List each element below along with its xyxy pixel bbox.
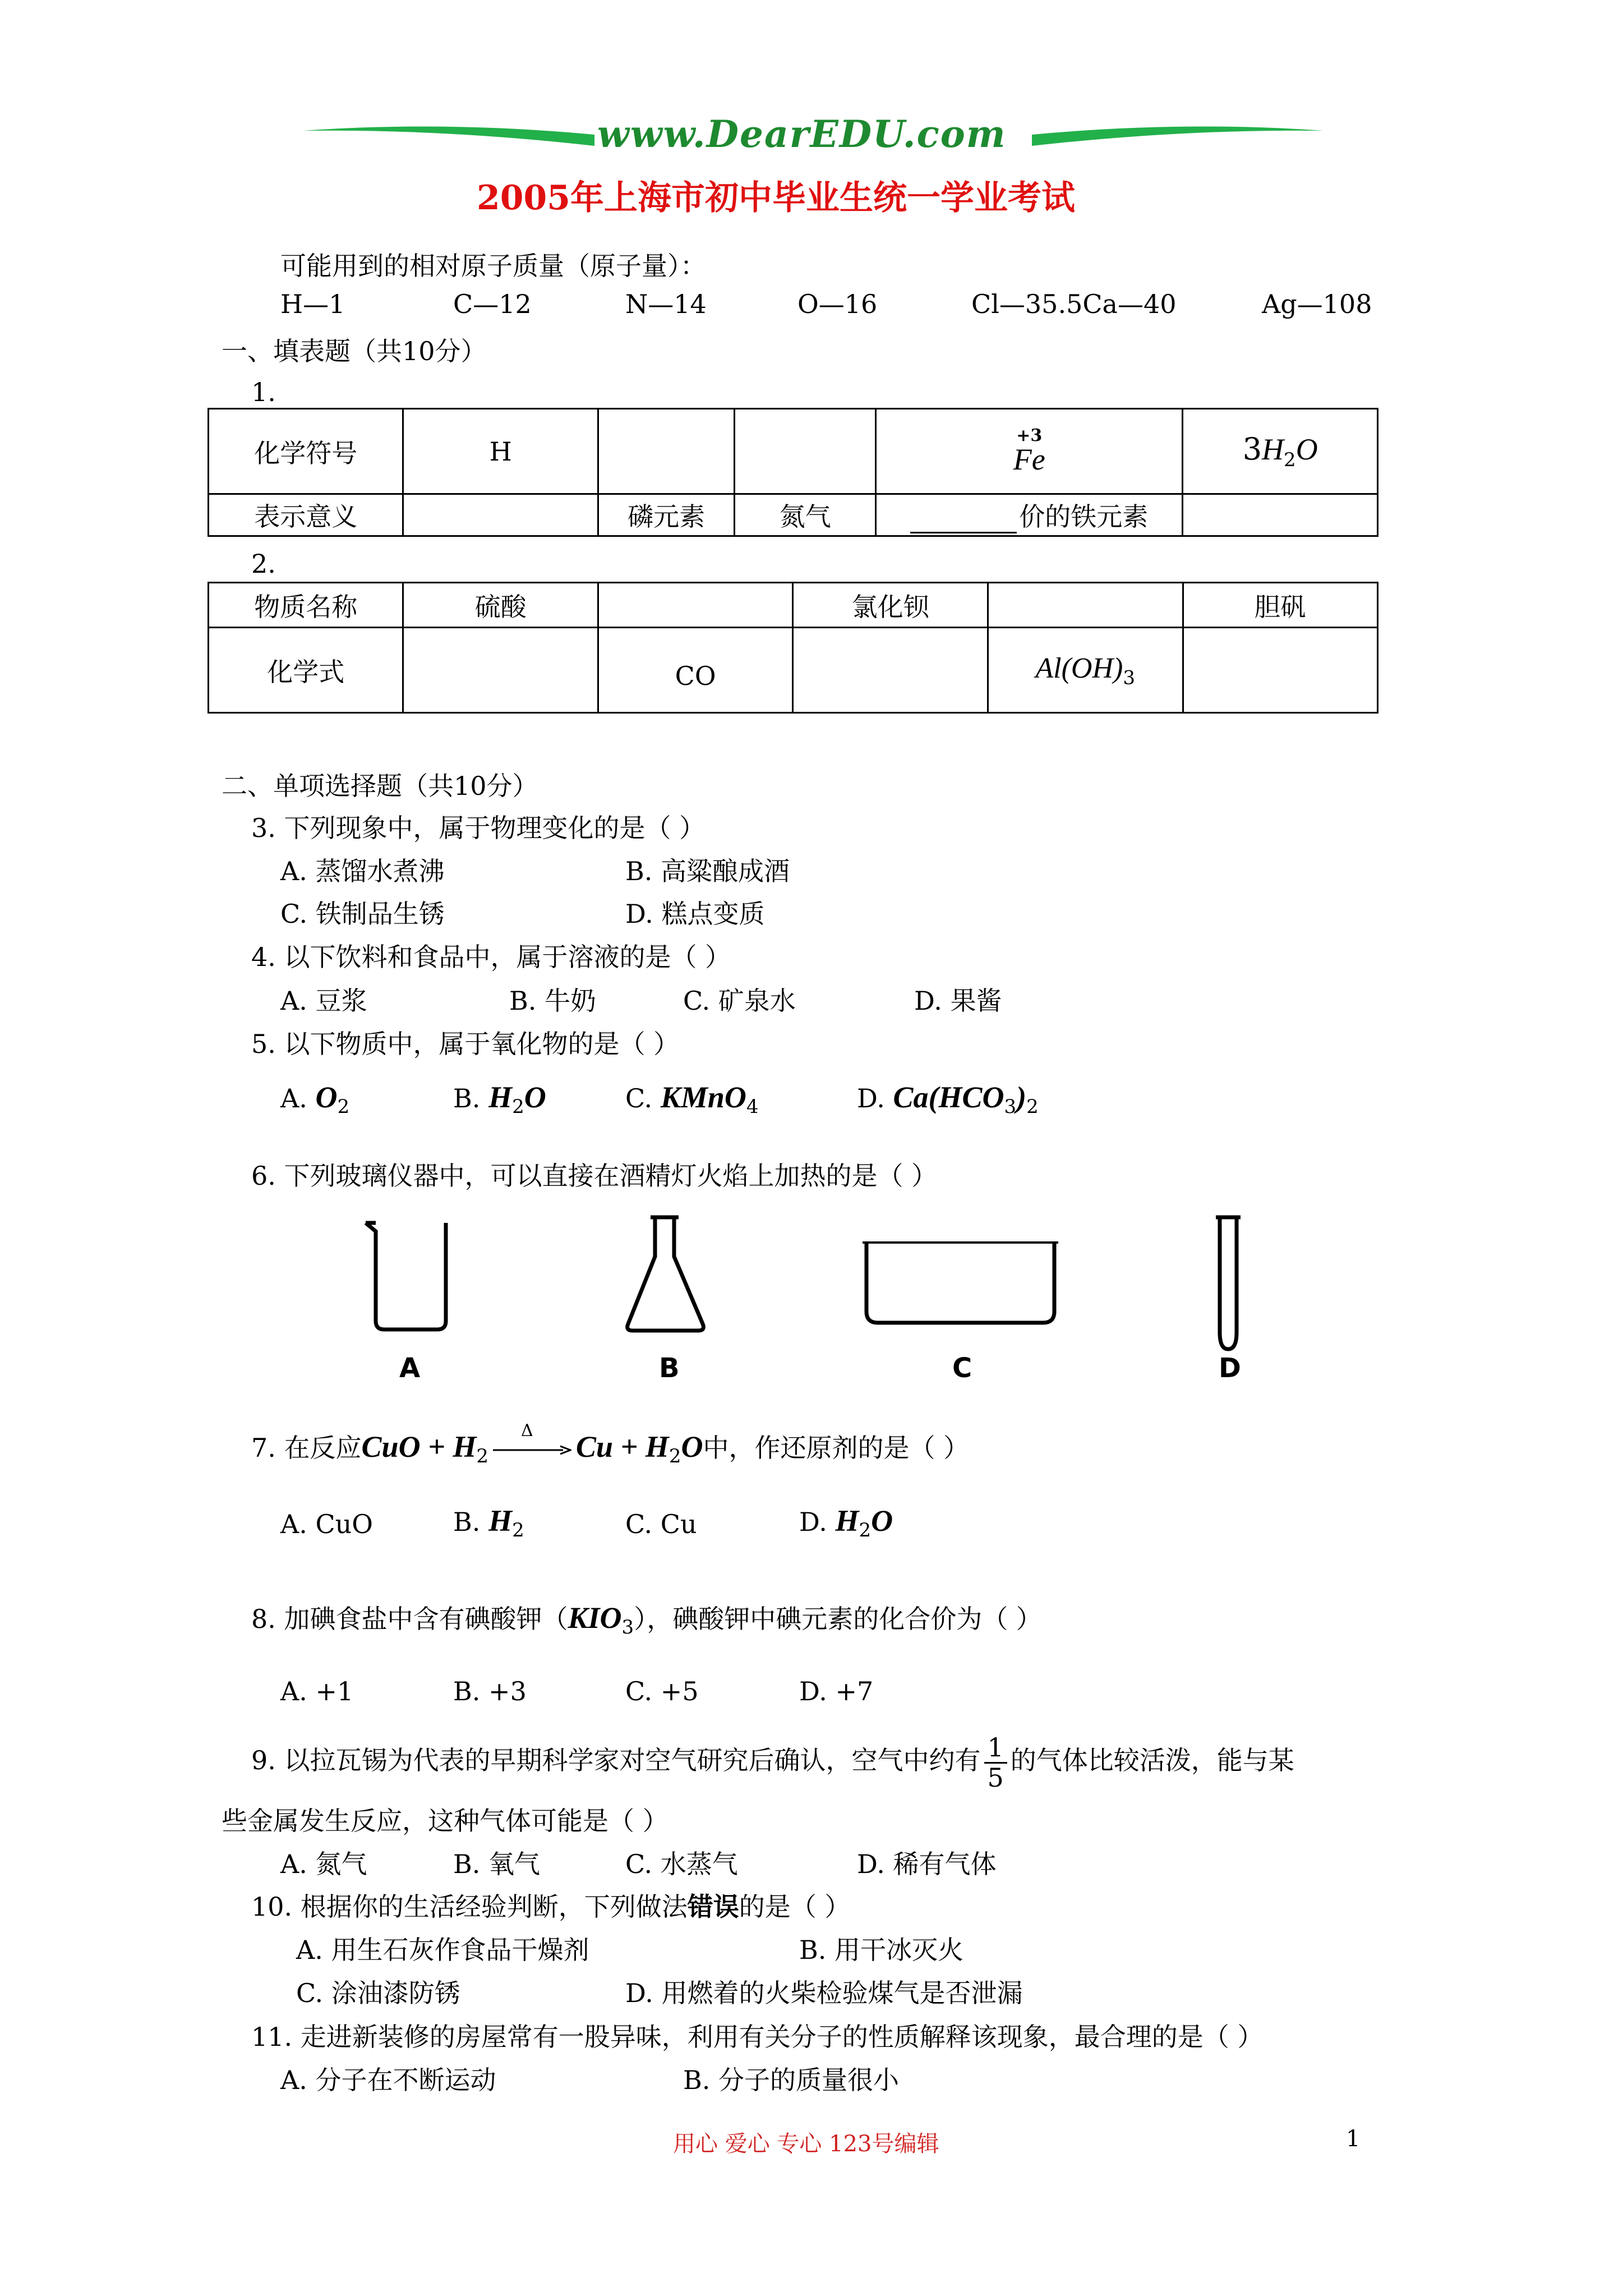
q6-apparatus-figure [348,1206,1273,1391]
atomic-intro: 可能用到的相对原子质量（原子量）： [280,251,706,281]
q5-stem: 5. 以下物质中，属于氧化物的是（ ） [251,1029,680,1059]
q2-table [208,582,1378,714]
q8-option-b[interactable]: B. +3 [453,1676,527,1706]
site-logo: www.DearEDU.com [597,112,1007,156]
q7-b-formula: H [488,1504,513,1538]
q2-row2-label: 化学式 [209,628,403,713]
q7-option-b[interactable] [453,1503,524,1542]
q2-sulfuric: 硫酸 [403,583,598,628]
section1-heading: 一、填表题（共10分） [222,336,487,366]
water-h: H [1262,432,1284,467]
q5-option-b[interactable] [453,1080,546,1118]
q5-d-label: D. [857,1083,885,1114]
q7-d-sub: 2 [859,1519,872,1542]
atomic-n: N—14 [625,289,707,319]
option-label-d: D [1219,1352,1241,1384]
q2-aloh [988,628,1183,713]
q11-option-b[interactable]: B. 分子的质量很小 [683,2065,900,2095]
q10-option-c[interactable]: C. 涂油漆防锈 [296,1978,460,2008]
atomic-o: O—16 [797,289,878,319]
conical-flask-icon[interactable] [628,1217,704,1331]
q1-table [208,408,1378,537]
q8-option-c[interactable]: C. +5 [625,1676,699,1706]
q1-blank-cell[interactable] [403,494,598,536]
q5-option-a[interactable] [280,1080,349,1118]
q7-b-label: B. [453,1507,481,1537]
q5-c-label: C. [625,1083,653,1114]
q7-eq-left: CuO + H [361,1430,477,1464]
q10-option-d[interactable]: D. 用燃着的火柴检验煤气是否泄漏 [625,1978,1023,2008]
q5-b-label: B. [453,1083,481,1114]
q3-stem: 3. 下列现象中，属于物理变化的是（ ） [251,813,706,843]
q7-d-formula-o: O [871,1504,893,1538]
q7-option-a[interactable]: A. CuO [280,1509,373,1539]
fraction-one-fifth [984,1733,1007,1792]
q9-option-c[interactable]: C. 水蒸气 [625,1849,738,1879]
q7-d-formula-h: H [835,1504,859,1538]
q4-option-d[interactable]: D. 果酱 [914,986,1002,1016]
q1-blank-cell[interactable] [1183,494,1378,536]
q7-eq-right: Cu + H [575,1430,669,1464]
q1-row2-label: 表示意义 [209,494,403,536]
q2-bacl: 氯化钡 [793,583,988,628]
water-o: O [1295,432,1318,467]
q2-blank-cell[interactable] [793,628,988,713]
q11-option-a[interactable]: A. 分子在不断运动 [280,2065,496,2095]
fraction-numerator: 1 [984,1733,1007,1764]
option-label-c: C [952,1352,972,1384]
q9-post: 的气体比较活泼，能与某 [1010,1745,1294,1776]
section2-heading: 二、单项选择题（共10分） [222,771,538,801]
q5-a-sub: 2 [337,1096,350,1119]
q2-co: CO [598,628,793,713]
beaker-icon[interactable] [366,1223,446,1329]
q4-option-b[interactable]: B. 牛奶 [509,986,597,1016]
q5-a-formula: O [315,1080,338,1114]
q2-blank-cell[interactable] [598,583,793,628]
q8-formula: KIO [568,1601,622,1635]
q10-post: 的是（ ） [739,1892,851,1922]
q9-stem-line2: 些金属发生反应，这种气体可能是（ ） [222,1806,668,1836]
q8-option-a[interactable]: A. +1 [280,1676,354,1706]
q8-stem [251,1599,1042,1639]
q1-phosphorus: 磷元素 [598,494,735,536]
atomic-ag: Ag—108 [1262,289,1372,319]
q1-iron-meaning [876,494,1183,536]
q1-water-cell [1183,409,1378,494]
q10-option-b[interactable]: B. 用干冰灭火 [799,1935,964,1965]
reaction-arrow-icon [493,1421,571,1456]
q2-number: 2. [251,549,276,579]
q4-option-c[interactable]: C. 矿泉水 [683,986,796,1016]
q8-post: ），碘酸钾中碘元素的化合价为（ ） [634,1604,1042,1634]
fe-symbol: Fe [1013,442,1045,476]
page-number: 1 [1346,2126,1361,2152]
q10-pre: 10. 根据你的生活经验判断，下列做法 [251,1892,688,1922]
q7-post: 中，作还原剂的是（ ） [703,1433,970,1463]
atomic-cl-ca: Cl—35.5Ca—40 [971,289,1177,319]
q1-blank-cell[interactable] [598,409,735,494]
q10-stem [251,1887,850,1924]
evaporating-dish-icon[interactable] [863,1243,1058,1323]
q1-row1-label: 化学符号 [209,409,403,494]
q5-c-formula: KMnO [660,1080,746,1114]
atomic-c: C—12 [453,289,532,319]
q5-d-sub1: 3 [1004,1096,1017,1119]
q2-blank-cell[interactable] [988,583,1183,628]
iron-suffix: 价的铁元素 [1019,501,1149,532]
q5-option-c[interactable] [625,1080,759,1118]
fraction-denominator: 5 [987,1762,1004,1793]
q9-option-b[interactable]: B. 氧气 [453,1849,541,1879]
option-label-a: A [399,1352,421,1384]
q3-option-b[interactable]: B. 高粱酿成酒 [625,856,790,886]
q2-vitriol: 胆矾 [1183,583,1378,628]
q5-c-sub: 4 [746,1096,759,1119]
q9-stem-line1 [251,1733,1294,1792]
q1-blank-cell[interactable] [735,409,876,494]
heat-symbol: Δ [520,1421,533,1441]
fe-charge: +3 [1016,425,1043,445]
q1-nitrogen: 氮气 [735,494,876,536]
q7-pre: 7. 在反应 [251,1433,362,1463]
q7-option-d[interactable] [799,1503,893,1542]
q7-stem [251,1421,970,1468]
q9-option-a[interactable]: A. 氮气 [280,1849,367,1879]
q7-eq-o: O [681,1430,703,1464]
option-label-b: B [659,1352,680,1384]
q2-row1-label: 物质名称 [209,583,403,628]
q1-fe-cell [876,409,1183,494]
aloh-formula: Al(OH) [1035,652,1123,684]
water-coefficient: 3 [1242,431,1262,467]
q3-option-c[interactable]: C. 铁制品生锈 [280,899,445,929]
atomic-h: H—1 [280,289,345,319]
q3-option-a[interactable]: A. 蒸馏水煮沸 [280,856,445,886]
q5-a-label: A. [280,1083,307,1114]
page-title: 2005年上海市初中毕业生统一学业考试 [477,178,1075,218]
q9-option-d[interactable]: D. 稀有气体 [857,1849,997,1879]
q7-d-label: D. [799,1507,827,1537]
aloh-sub: 3 [1123,666,1135,689]
q11-stem: 11. 走进新装修的房屋常有一股异味，利用有关分子的性质解释该现象，最合理的是（ ） [251,2022,1264,2052]
test-tube-icon[interactable] [1216,1217,1241,1349]
q5-b-sub: 2 [512,1096,524,1119]
q1-number: 1. [251,377,276,407]
q8-option-d[interactable]: D. +7 [799,1676,874,1706]
footer-credit: 用心 爱心 专心 123号编辑 [673,2131,939,2157]
q8-sub: 3 [621,1616,634,1639]
q7-eq-sub1: 2 [476,1445,488,1468]
q5-option-d[interactable] [857,1080,1039,1118]
q9-pre: 9. 以拉瓦锡为代表的早期科学家对空气研究后确认，空气中约有 [251,1745,981,1776]
q8-pre: 8. 加碘食盐中含有碘酸钾（ [251,1604,568,1634]
water-sub: 2 [1284,448,1296,471]
q1-symbol-h: H [403,409,598,494]
q10-option-a[interactable]: A. 用生石灰作食品干燥剂 [296,1935,589,1965]
q5-d-sub2: 2 [1026,1096,1039,1119]
q10-emphasis: 错误 [687,1892,739,1922]
q4-option-a[interactable]: A. 豆浆 [280,986,367,1016]
q4-stem: 4. 以下饮料和食品中，属于溶液的是（ ） [251,942,731,972]
q5-b-formula-h: H [488,1080,513,1114]
q3-option-d[interactable]: D. 糕点变质 [625,899,765,929]
q5-d-formula: Ca(HCO [893,1080,1004,1114]
q7-option-c[interactable]: C. Cu [625,1509,697,1539]
iron-valence-blank[interactable] [910,501,1017,533]
q2-blank-cell[interactable] [403,628,598,713]
q7-eq-sub2: 2 [668,1445,681,1468]
q7-b-sub: 2 [512,1519,524,1542]
q6-stem: 6. 下列玻璃仪器中，可以直接在酒精灯火焰上加热的是（ ） [251,1161,938,1191]
q5-b-formula-o: O [524,1080,546,1114]
q2-blank-cell[interactable] [1183,628,1378,713]
q5-d-paren: ) [1016,1080,1027,1114]
